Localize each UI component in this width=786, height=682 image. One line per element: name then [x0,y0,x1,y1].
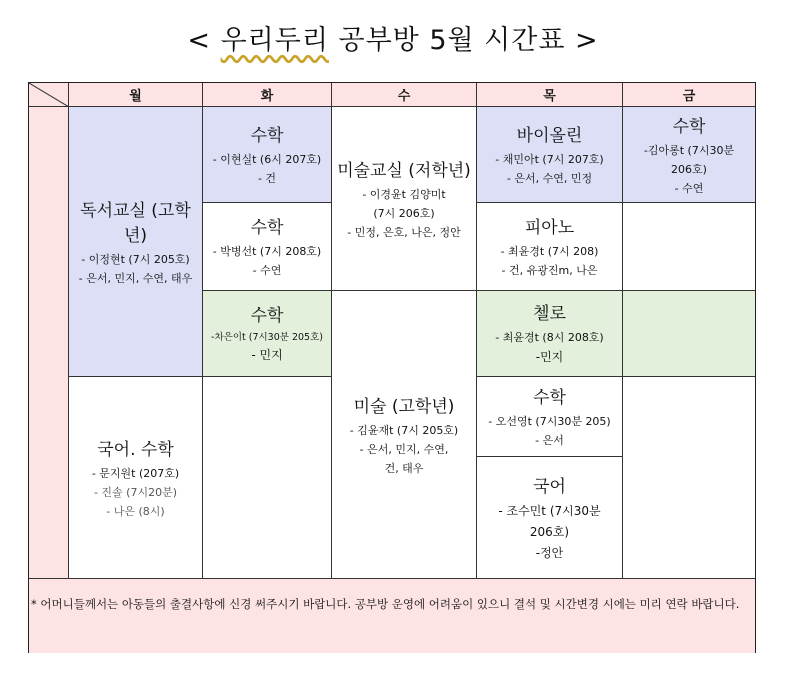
students: - 건, 유광진m, 나은 [501,264,598,277]
time-room: (7시 206호) [373,206,435,220]
subject: 바이올린 [516,126,583,146]
tue-math-3 [203,291,332,377]
students: - 은서, 민지, 수연, [359,442,449,456]
wed-art-lower [332,107,477,291]
teacher: - 이정현t (7시 205호) [81,252,190,266]
teacher: - 이경윤t 김양미t [362,187,446,201]
students: - 은서, 수연, 민정 [506,172,593,185]
students: - 건 [257,172,277,185]
teacher: -차은이t (7시30분 205호) [211,332,323,343]
tue-math-1 [203,107,332,203]
wed-art-upper [332,291,477,579]
students: -민지 [535,350,564,364]
header-fri: 금 [623,83,755,107]
thu-korean [477,457,623,579]
teacher: - 이현실t (6시 207호) [212,153,322,166]
students: - 민지 [251,348,283,362]
subject: 수학 [533,388,566,408]
students: -정안 [535,545,564,560]
fri-empty-3 [623,377,755,579]
teacher: - 채민아t (7시 207호) [495,153,604,166]
room: 206호) [529,524,570,539]
subject: 수학 [250,126,284,146]
thu-math [477,377,623,457]
header-tue: 화 [203,83,332,107]
students: - 수연 [674,181,704,195]
teacher: - 조수민t (7시30분 [498,503,601,518]
students: - 민정, 은호, 나은, 정안 [347,225,461,239]
subject: 국어. 수학 [97,439,174,460]
room: 206호) [671,162,707,176]
subject: 피아노 [524,218,575,238]
students: - 수연 [252,264,282,277]
tue-math-2 [203,203,332,291]
teacher: - 최윤경t (7시 208) [500,245,599,258]
student: - 진솔 (7시20분) [93,485,178,499]
teacher: - 박병선t (7시 208호) [212,245,322,258]
subject: 국어 [533,476,566,497]
teacher: - 최윤경t (8시 208호) [495,331,604,344]
teacher: - 문지원t (207호) [91,466,180,480]
timetable [28,82,756,653]
thu-violin [477,107,623,203]
page-title [0,18,786,57]
title-name: 우리두리 [220,25,329,56]
notice-text: * 어머니들께서는 아동들의 출결사항에 신경 써주시기 바랍니다. 공부방 운영에 어려움이 있으니 결석 및 시간변경 시에는 미리 연락 바랍니다. [29,579,755,653]
row-label-column [29,107,69,579]
subject: 첼로 [533,304,566,324]
student: - 나은 (8시) [106,504,165,518]
fri-empty-1 [623,203,755,291]
subject: 독서교실 (고학년) [80,200,191,246]
subject: 미술 (고학년) [353,396,455,417]
header-thu: 목 [477,83,623,107]
title-prefix: < [187,25,211,56]
thu-cello [477,291,623,377]
students: - 은서, 민지, 수연, 태우 [78,271,193,285]
mon-reading-class [69,107,203,377]
title-suffix: > [575,25,599,56]
tue-empty [203,377,332,579]
students: 건, 태우 [384,461,424,475]
mon-korean-math [69,377,203,579]
students: - 은서 [535,434,564,447]
fri-empty-2 [623,291,755,377]
subject: 수학 [672,116,706,137]
fri-math [623,107,755,203]
subject: 미술교실 (저학년) [337,160,471,181]
corner-cell [29,83,69,107]
diagonal-line [29,83,69,107]
teacher: - 오선영t (7시30분 205) [488,415,611,428]
subject: 수학 [250,306,284,326]
header-wed: 수 [332,83,477,107]
teacher: -김아롱t (7시30분 [643,143,735,157]
header-mon: 월 [69,83,203,107]
thu-piano [477,203,623,291]
title-rest: 공부방 5월 시간표 [338,25,566,56]
subject: 수학 [250,218,284,238]
teacher: - 김윤재t (7시 205호) [349,423,459,437]
